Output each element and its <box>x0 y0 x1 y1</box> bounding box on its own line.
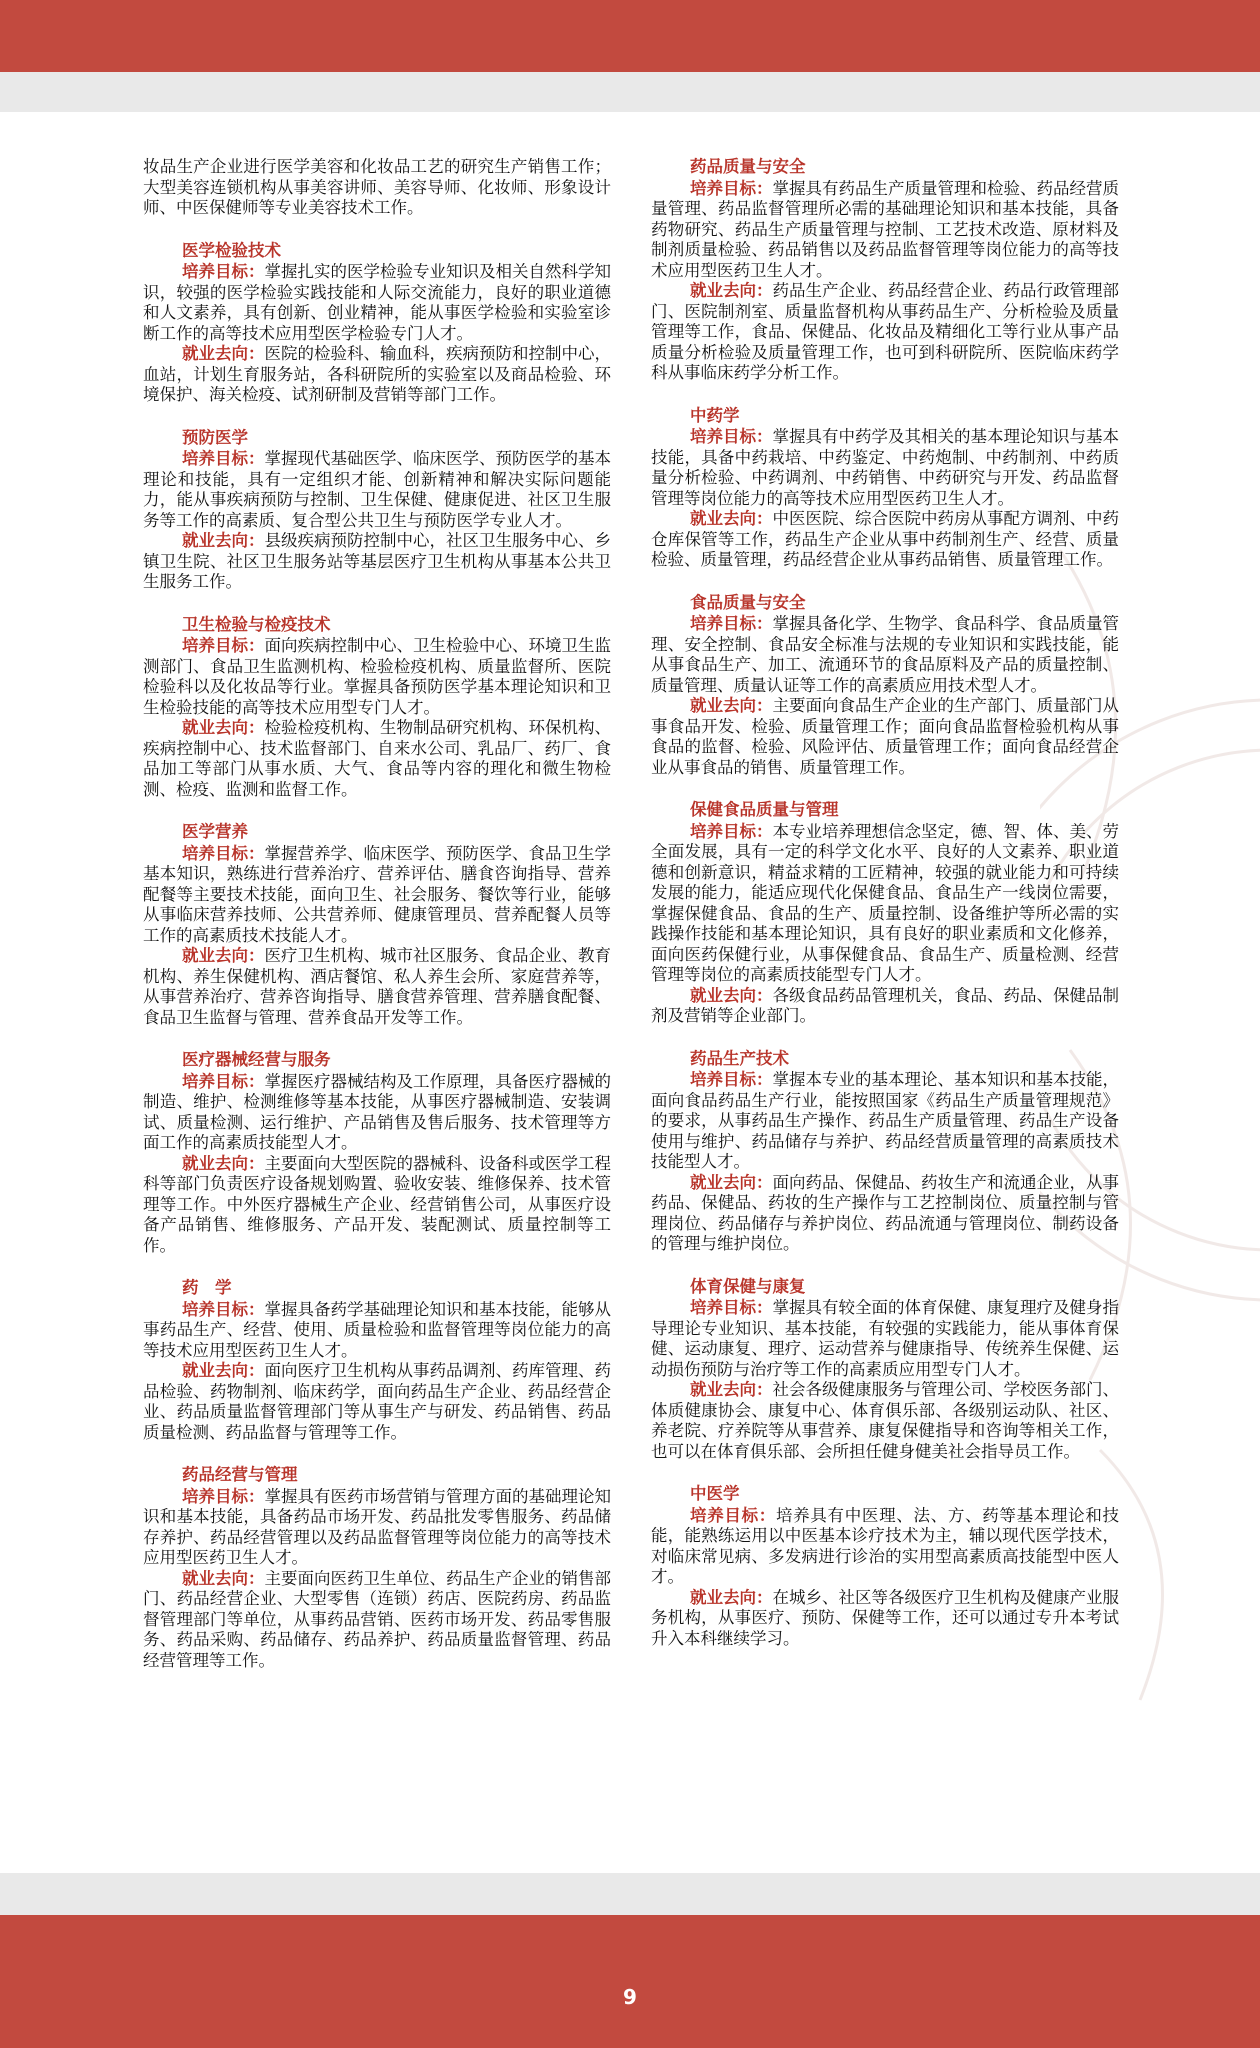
major-section <box>143 1278 611 1443</box>
career-direction <box>651 1173 1119 1255</box>
page-number: 9 <box>623 1985 637 2009</box>
career-label: 就业去向： <box>182 1568 265 1588</box>
major-title: 食品质量与安全 <box>690 592 806 612</box>
bottom-color-band <box>0 1915 1260 2048</box>
career-label: 就业去向： <box>690 696 773 715</box>
major-title: 医学检验技术 <box>182 240 281 260</box>
major-section <box>143 615 611 801</box>
career-text: 在城乡、社区等各级医疗卫生机构及健康产业服务机构，从事医疗、预防、保健等工作，还可以通过专升本考试升入本科继续学习。 <box>651 1587 1119 1648</box>
training-goal <box>143 844 611 947</box>
goal-text: 掌握具有药品生产质量管理和检验、药品经营质量管理、药品监督管理所必需的基础理论知识和基本技能，具备药物研究、药品生产质量管理与控制、工艺技术改造、原材料及制剂质量检验、药品销售以及药品监督管理等岗位能力的高等技术应用型医药卫生人才。 <box>651 178 1119 280</box>
major-section <box>651 157 1119 384</box>
goal-label: 培养目标： <box>690 1070 773 1089</box>
goal-label: 培养目标： <box>182 1071 265 1091</box>
training-goal <box>651 1070 1119 1173</box>
goal-label: 培养目标： <box>690 821 773 841</box>
training-goal <box>143 449 611 531</box>
major-section <box>143 1050 611 1256</box>
goal-label: 培养目标： <box>182 1299 265 1319</box>
career-text: 医院的检验科、输血科，疾病预防和控制中心，血站，计划生育服务站，各科研院所的实验室以及商品检验、环境保护、海关检疫、试剂研制及营销等部门工作。 <box>143 344 611 404</box>
major-title: 中医学 <box>690 1484 740 1503</box>
career-label: 就业去向： <box>690 1380 773 1399</box>
career-direction <box>143 946 611 1028</box>
major-title: 医疗器械经营与服务 <box>182 1050 331 1069</box>
goal-text: 掌握扎实的医学检验专业知识及相关自然科学知识，较强的医学检验实践技能和人际交流能力，良好的职业道德和人文素养，具有创新、创业精神，能从事医学检验和实验室诊断工作的高等技术应用型医学检验专门人才。 <box>143 262 611 343</box>
career-text: 县级疾病预防控制中心，社区卫生服务中心、乡镇卫生院、社区卫生服务站等基层医疗卫生机构从事基本公共卫生服务工作。 <box>143 531 611 591</box>
goal-label: 培养目标： <box>182 636 265 655</box>
goal-text: 掌握具有较全面的体育保健、康复理疗及健身指导理论专业知识、基本技能，有较强的实践能力，能从事体育保健、运动康复、理疗、运动营养与健康指导、传统养生保健、运动损伤预防与治疗等工作的高素质应用型专门人才。 <box>651 1298 1119 1379</box>
career-direction <box>651 1588 1119 1650</box>
goal-label: 培养目标： <box>182 262 265 281</box>
goal-label: 培养目标： <box>182 1486 265 1506</box>
goal-label: 培养目标： <box>690 614 773 633</box>
training-goal <box>651 427 1119 509</box>
career-text: 面向药品、保健品、药妆生产和流通企业，从事药品、保健品、药妆的生产操作与工艺控制岗位、质量控制与管理岗位、药品储存与养护岗位、药品流通与管理岗位、制药设备的管理与维护岗位。 <box>651 1172 1119 1253</box>
career-label: 就业去向： <box>182 1153 265 1173</box>
career-direction <box>651 986 1119 1027</box>
goal-text: 掌握现代基础医学、临床医学、预防医学的基本理论和技能，具有一定组织才能、创新精神和解决实际问题能力，能从事疾病预防与控制、卫生保健、健康促进、社区卫生服务等工作的高素质、复合型公共卫生与预防医学专业人才。 <box>143 449 611 530</box>
goal-label: 培养目标： <box>182 843 265 863</box>
major-section <box>143 1465 611 1671</box>
intro-paragraph: 妆品生产企业进行医学美容和化妆品工艺的研究生产销售工作；大型美容连锁机构从事美容讲师、美容导师、化妆师、形象设计师、中医保健师等专业美容技术工作。 <box>143 157 611 217</box>
career-label: 就业去向： <box>182 1361 265 1380</box>
career-label: 就业去向： <box>690 985 773 1005</box>
goal-label: 培养目标： <box>690 1298 773 1317</box>
major-section <box>143 428 611 593</box>
career-label: 就业去向： <box>690 1587 773 1607</box>
training-goal <box>651 614 1119 696</box>
career-direction <box>651 509 1119 571</box>
major-title: 体育保健与康复 <box>690 1276 806 1296</box>
goal-text: 面向疾病控制中心、卫生检验中心、环境卫生监测部门、食品卫生监测机构、检验检疫机构、质量监督所、医院检验科以及化妆品等行业。掌握具备预防医学基本理论知识和卫生检验技能的高等技术应用型专门人才。 <box>143 636 611 717</box>
major-title: 预防医学 <box>182 427 248 447</box>
goal-text: 掌握具备药学基础理论知识和基本技能，能够从事药品生产、经营、使用、质量检验和监督管理等岗位能力的高等技术应用型医药卫生人才。 <box>143 1299 611 1360</box>
career-text: 中医医院、综合医院中药房从事配方调剂、中药仓库保管等工作，药品生产企业从事中药制剂生产、经营、质量检验、质量管理，药品经营企业从事药品销售、质量管理工作。 <box>651 509 1119 569</box>
career-label: 就业去向： <box>182 946 265 965</box>
training-goal <box>143 1300 611 1362</box>
major-section <box>651 406 1119 571</box>
major-section <box>651 1049 1119 1255</box>
major-title: 药品经营与管理 <box>182 1465 298 1484</box>
career-text: 面向医疗卫生机构从事药品调剂、药库管理、药品检验、药物制剂、临床药学，面向药品生产企业、药品经营企业、药品质量监督管理部门等从事生产与研发、药品销售、药品质量检测、药品监督与管理等工作。 <box>143 1361 611 1442</box>
major-section <box>651 593 1119 779</box>
career-direction <box>651 281 1119 384</box>
major-section <box>651 1277 1119 1463</box>
major-title: 药 学 <box>182 1278 232 1297</box>
career-label: 就业去向： <box>690 509 773 528</box>
major-title: 保健食品质量与管理 <box>690 800 839 819</box>
training-goal <box>651 1506 1119 1588</box>
major-title: 药品质量与安全 <box>690 157 806 176</box>
career-text: 社会各级健康服务与管理公司、学校医务部门、体质健康协会、康复中心、体育俱乐部、各级别运动队、社区、养老院、疗养院等从事营养、康复保健指导和咨询等相关工作，也可以在体育俱乐部、会所担任健身健美社会指导员工作。 <box>651 1380 1119 1461</box>
right-column <box>651 157 1119 1671</box>
goal-text: 掌握具备化学、生物学、食品科学、食品质量管理、安全控制、食品安全标准与法规的专业知识和实践技能，能从事食品生产、加工、流通环节的食品原料及产品的质量控制、质量管理、质量认证等工作的高素质应用技术型人才。 <box>651 614 1119 695</box>
training-goal <box>651 822 1119 986</box>
goal-label: 培养目标： <box>690 427 773 446</box>
top-color-band <box>0 0 1260 72</box>
major-section <box>143 822 611 1028</box>
career-direction <box>143 718 611 800</box>
career-direction <box>143 1361 611 1443</box>
career-label: 就业去向： <box>182 718 265 737</box>
goal-label: 培养目标： <box>690 1505 776 1525</box>
goal-text: 掌握医疗器械结构及工作原理，具备医疗器械的制造、维护、检测维修等基本技能，从事医疗器械制造、安装调试、质量检测、运行维护、产品销售及售后服务、技术管理等方面工作的高素质技能型人才。 <box>143 1071 611 1152</box>
goal-label: 培养目标： <box>182 449 265 468</box>
training-goal <box>143 262 611 344</box>
career-text: 主要面向大型医院的器械科、设备科或医学工程科等部门负责医疗设备规划购置、验收安装、维修保养、技术管理等工作。中外医疗器械生产企业、经营销售公司，从事医疗设备产品销售、维修服务、产品开发、装配测试、质量控制等工作。 <box>143 1153 611 1255</box>
career-text: 各级食品药品管理机关，食品、药品、保健品制剂及营销等企业部门。 <box>651 985 1119 1025</box>
major-section <box>651 800 1119 1027</box>
career-text: 药品生产企业、药品经营企业、药品行政管理部门、医院制剂室、质量监督机构从事药品生产、分析检验及质量管理等工作，食品、保健品、化妆品及精细化工等行业从事产品质量分析检验及质量管理工作，也可到科研院所、医院临床药学科从事临床药学分析工作。 <box>651 281 1119 382</box>
career-direction <box>143 1154 611 1257</box>
career-label: 就业去向： <box>182 344 265 363</box>
training-goal <box>143 636 611 718</box>
major-title: 医学营养 <box>182 822 248 841</box>
career-text: 检验检疫机构、生物制品研究机构、环保机构、疾病控制中心、技术监督部门、自来水公司、乳品厂、药厂、食品加工等部门从事水质、大气、食品等内容的理化和微生物检测、检疫、监测和监督工作。 <box>143 718 611 799</box>
goal-text: 掌握本专业的基本理论、基本知识和基本技能，面向食品药品生产行业，能按照国家《药品生产质量管理规范》的要求，从事药品生产操作、药品生产质量管理、药品生产设备使用与维护、药品储存与养护、药品经营质量管理的高素质技术技能型人才。 <box>651 1070 1119 1171</box>
training-goal <box>143 1072 611 1154</box>
goal-text: 掌握具有中药学及其相关的基本理论知识与基本技能，具备中药栽培、中药鉴定、中药炮制、中药制剂、中药质量分析检验、中药调剂、中药销售、中药研究与开发、药品监督管理等岗位能力的高等技术应用型医药卫生人才。 <box>651 427 1119 508</box>
career-text: 主要面向食品生产企业的生产部门、质量部门从事食品开发、检验、质量管理工作；面向食品监督检验机构从事食品的监督、检验、风险评估、质量管理工作；面向食品经营企业从事食品的销售、质量管理工作。 <box>651 696 1119 777</box>
career-direction <box>651 696 1119 778</box>
career-direction <box>143 531 611 593</box>
major-section <box>143 241 611 406</box>
career-direction <box>651 1380 1119 1462</box>
left-column <box>143 157 611 1693</box>
major-title: 药品生产技术 <box>690 1048 789 1068</box>
goal-text: 本专业培养理想信念坚定，德、智、体、美、劳全面发展，具有一定的科学文化水平、良好的人文素养、职业道德和创新意识，精益求精的工匠精神，较强的就业能力和可持续发展的能力，能适应现代化保健食品、食品生产一线岗位需要，掌握保健食品、食品的生产、质量控制、设备维护等所必需的实践操作技能和基本理论知识，具有良好的职业素质和文化修养，面向医药保健行业，从事保健食品、食品生产、质量检测、经营管理等岗位的高素质技能型专门人才。 <box>651 821 1119 984</box>
career-direction <box>143 344 611 406</box>
career-label: 就业去向： <box>182 531 265 550</box>
training-goal <box>143 1487 611 1569</box>
goal-text: 掌握营养学、临床医学、预防医学、食品卫生学基本知识，熟练进行营养治疗、营养评估、膳食咨询指导、营养配餐等主要技术技能，面向卫生、社会服务、餐饮等行业，能够从事临床营养技师、公共营养师、健康管理员、营养配餐人员等工作的高素质技术技能人才。 <box>143 843 611 945</box>
goal-text: 培养具有中医理、法、方、药等基本理论和技能，能熟练运用以中医基本诊疗技术为主，辅以现代医学技术，对临床常见病、多发病进行诊治的实用型高素质高技能型中医人才。 <box>651 1505 1119 1586</box>
career-text: 主要面向医药卫生单位、药品生产企业的销售部门、药品经营企业、大型零售（连锁）药店、医院药房、药品监督管理部门等单位，从事药品营销、医药市场开发、药品零售服务、药品采购、药品储存、药品养护、药品质量监督管理、药品经营管理等工作。 <box>143 1568 611 1670</box>
bottom-gray-band <box>0 1873 1260 1915</box>
career-label: 就业去向： <box>690 1172 773 1192</box>
major-section <box>651 1484 1119 1649</box>
career-direction <box>143 1569 611 1672</box>
top-gray-band <box>0 72 1260 112</box>
career-text: 医疗卫生机构、城市社区服务、食品企业、教育机构、养生保健机构、酒店餐馆、私人养生会所、家庭营养等，从事营养治疗、营养咨询指导、膳食营养管理、营养膳食配餐、食品卫生监督与管理、营养食品开发等工作。 <box>143 946 611 1027</box>
training-goal <box>651 1298 1119 1380</box>
career-label: 就业去向： <box>690 281 773 300</box>
goal-text: 掌握具有医药市场营销与管理方面的基础理论知识和基本技能，具备药品市场开发、药品批发零售服务、药品储存养护、药品经营管理以及药品监督管理等岗位能力的高等技术应用型医药卫生人才。 <box>143 1486 611 1567</box>
training-goal <box>651 179 1119 282</box>
goal-label: 培养目标： <box>690 178 773 198</box>
major-title: 中药学 <box>690 405 740 425</box>
major-title: 卫生检验与检疫技术 <box>182 614 331 634</box>
